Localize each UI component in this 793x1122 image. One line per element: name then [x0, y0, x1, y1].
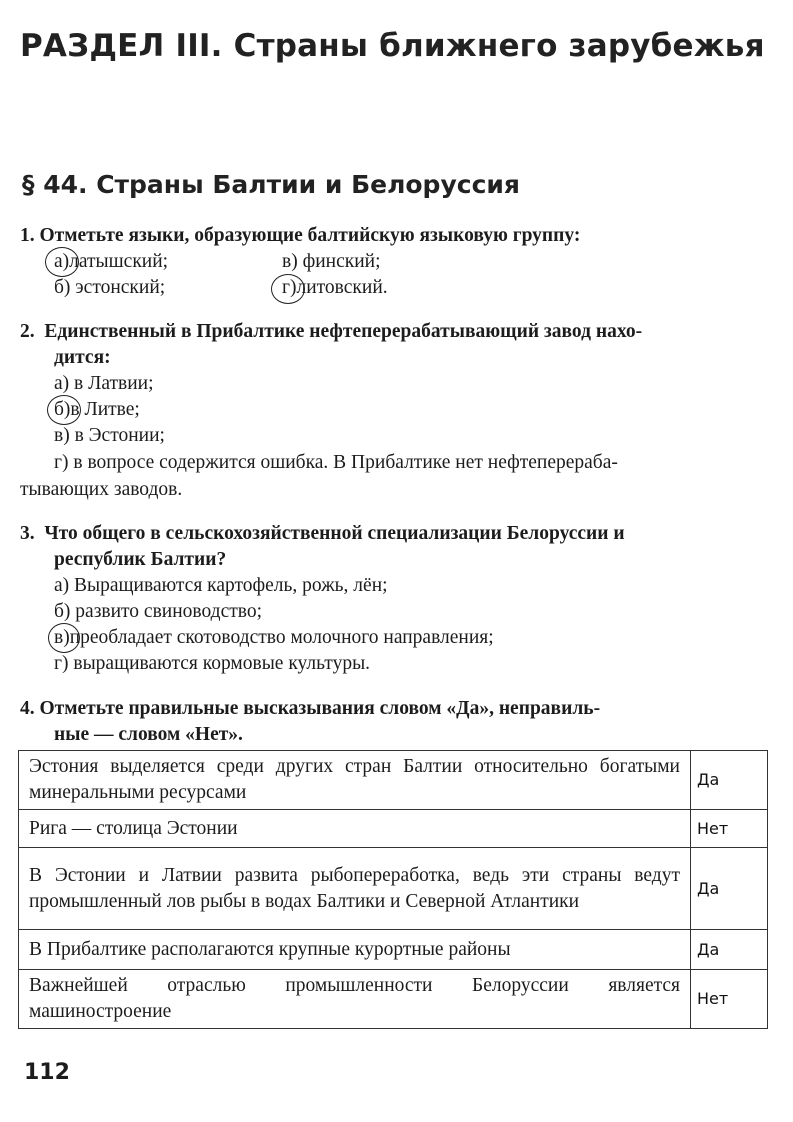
statement-cell: Важнейшей отраслью промышленности Белоруссии является машиностроение [19, 970, 691, 1029]
paragraph-title: § 44. Страны Балтии и Белоруссия [22, 170, 520, 199]
question-2-heading [20, 318, 642, 345]
question-text: Единственный в Прибалтике нефтеперерабатывающий завод нахо- [44, 321, 643, 342]
page-number: 112 [24, 1060, 70, 1085]
option-2v[interactable]: в) в Эстонии; [54, 425, 165, 446]
option-1b[interactable]: б) эстонский; [54, 277, 166, 298]
table-row [19, 810, 768, 848]
answer-cell[interactable]: Да [691, 848, 768, 930]
question-4-text-cont: ные — словом «Нет». [54, 724, 243, 745]
question-number: 1. [20, 225, 35, 246]
option-3v[interactable]: в)преобладает скотоводство молочного направления; [54, 627, 494, 648]
answer-cell[interactable]: Да [691, 751, 768, 810]
question-2-text-cont: дится: [54, 347, 111, 368]
statement-cell: В Прибалтике располагаются крупные курортные районы [19, 930, 691, 970]
question-3-text-cont: республик Балтии? [54, 549, 227, 570]
selection-circle [45, 247, 79, 277]
question-text: Отметьте языки, образующие балтийскую языковую группу: [39, 225, 581, 246]
statement-cell: Рига — столица Эстонии [19, 810, 691, 848]
option-1v[interactable]: в) финский; [282, 251, 381, 272]
statement-cell: Эстония выделяется среди других стран Балтии относительно богатыми минеральными ресурсами [19, 751, 691, 810]
question-text: Что общего в сельскохозяйственной специализации Белоруссии и [44, 523, 625, 544]
answer-cell[interactable]: Нет [691, 970, 768, 1029]
answer-cell[interactable]: Нет [691, 810, 768, 848]
statement-cell: В Эстонии и Латвии развита рыбопереработка, ведь эти страны ведут промышленный лов рыбы в водах Балтики и Северной Атлантики [19, 848, 691, 930]
table-row [19, 751, 768, 810]
answer-cell[interactable]: Да [691, 930, 768, 970]
option-1g[interactable]: г)литовский. [282, 277, 388, 298]
selection-circle [48, 623, 80, 653]
option-1a[interactable]: а)латышский; [54, 251, 169, 272]
option-2b[interactable]: б)в Литве; [54, 399, 140, 420]
question-text: Отметьте правильные высказывания словом «Да», неправиль- [39, 698, 601, 719]
option-2a[interactable]: а) в Латвии; [54, 373, 154, 394]
selection-circle [47, 395, 81, 425]
question-number: 4. [20, 698, 35, 719]
table-row [19, 970, 768, 1029]
option-2g[interactable]: г) в вопросе содержится ошибка. В Прибалтике нет нефтеперераба- [54, 452, 618, 473]
question-number: 3. [20, 523, 35, 544]
section-title: РАЗДЕЛ III. Страны ближнего зарубежья [20, 28, 765, 64]
option-3a[interactable]: а) Выращиваются картофель, рожь, лён; [54, 575, 388, 596]
option-2g-cont: тывающих заводов. [20, 479, 183, 500]
question-number: 2. [20, 321, 35, 342]
option-3g[interactable]: г) выращиваются кормовые культуры. [54, 653, 371, 674]
question-3-heading [20, 520, 625, 547]
option-3b[interactable]: б) развито свиноводство; [54, 601, 263, 622]
true-false-table [18, 750, 768, 1029]
question-1-heading [20, 222, 580, 249]
table-row [19, 930, 768, 970]
selection-circle [271, 274, 305, 304]
question-4-heading [20, 695, 600, 722]
table-row [19, 848, 768, 930]
